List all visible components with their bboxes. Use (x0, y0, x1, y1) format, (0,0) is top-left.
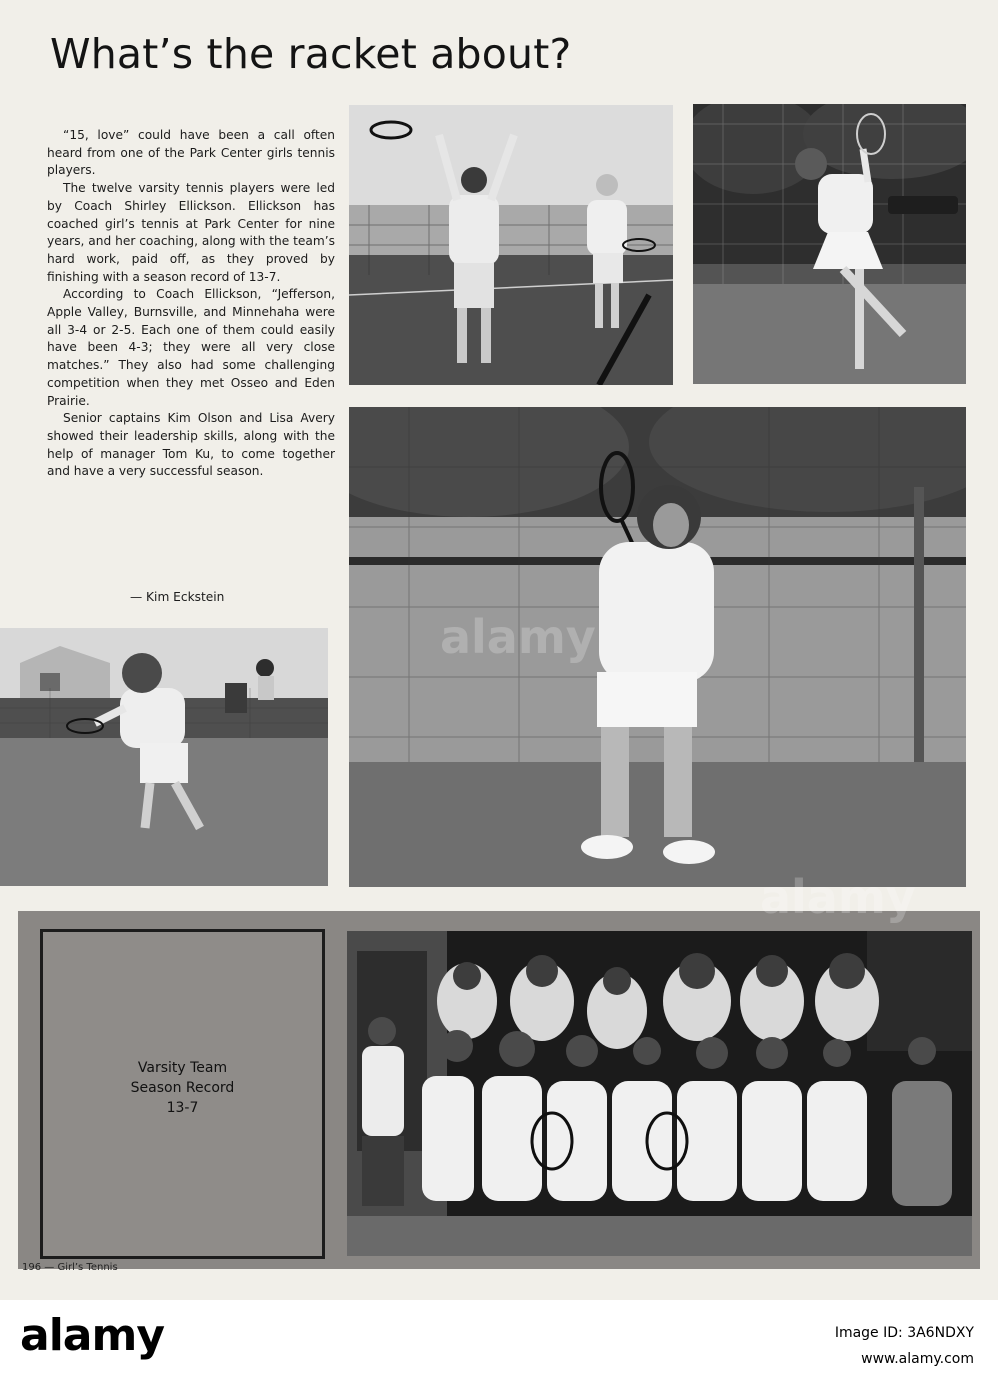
photo-player-ready-stance (349, 407, 966, 887)
site-link[interactable]: www.alamy.com (861, 1351, 974, 1367)
stock-footer (0, 1300, 998, 1390)
watermark-text: alamy (760, 870, 916, 924)
photo-player-backhand (0, 628, 328, 886)
record-line-2: Season Record (130, 1080, 235, 1096)
alamy-logo: alamy (20, 1310, 164, 1361)
article-paragraph: Senior captains Kim Olson and Lisa Avery showed their leadership skills, along with the help of manager Tom Ku, to come together and have a very successful season. (47, 411, 335, 479)
page-folio: 196 — Girl’s Tennis (22, 1262, 118, 1273)
article-paragraph: The twelve varsity tennis players were led by Coach Shirley Ellickson. Ellickson has coached girl’s tennis at Park Center for nine years, and her coaching, along with the team’s hard work, paid off, as they proved by finishing with a season record of 13-7. (47, 181, 335, 284)
article-byline: — Kim Eckstein (130, 590, 225, 604)
photo-player-forehand (693, 104, 966, 384)
footer-info (835, 1320, 974, 1372)
season-record-text (43, 1058, 322, 1118)
page-title: What’s the racket about? (50, 30, 572, 78)
photo-two-players-serving (349, 105, 673, 385)
record-line-1: Varsity Team (137, 1060, 228, 1076)
article-paragraph: According to Coach Ellickson, “Jefferson, Apple Valley, Burnsville, and Minnehaha were all 3-4 or 2-5. Each one of them could easily have been 4-3; they were all very close matches.” They also had some challenging competition when they met Osseo and Eden Prairie. (47, 287, 335, 408)
image-id-label: Image ID: 3A6NDXY (834, 1325, 974, 1341)
season-record-box (40, 929, 325, 1259)
photo-varsity-team (347, 931, 972, 1256)
article-body (47, 127, 335, 481)
watermark-text: alamy (440, 610, 596, 664)
record-line-3: 13-7 (166, 1100, 199, 1116)
article-paragraph: “15, love” could have been a call often heard from one of the Park Center girls tennis players. (47, 128, 335, 178)
